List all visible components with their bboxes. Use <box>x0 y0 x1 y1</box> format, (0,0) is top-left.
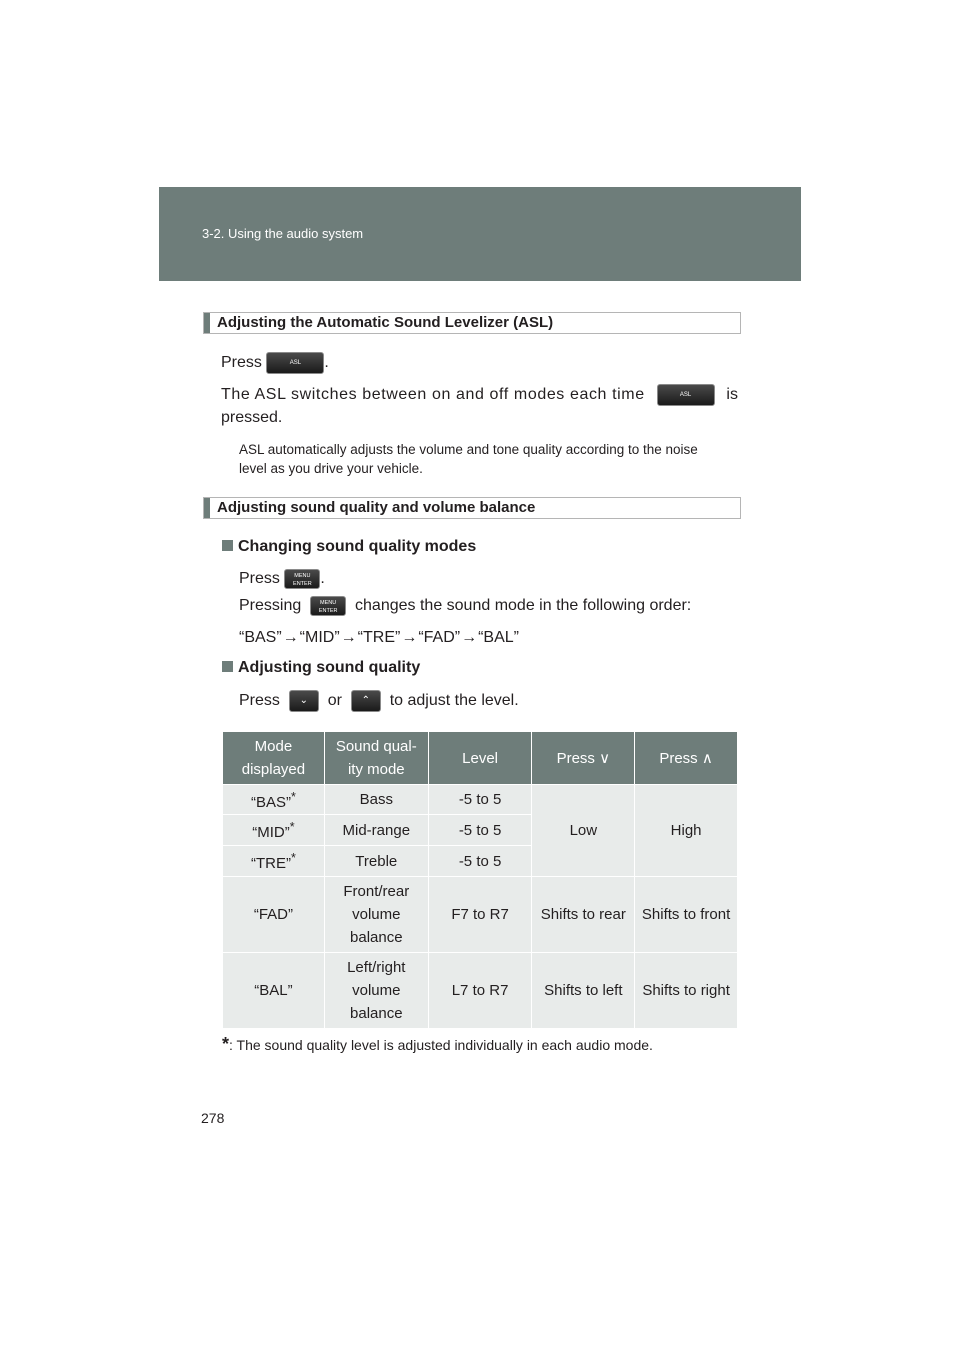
adjust-rest: to adjust the level. <box>389 692 519 709</box>
header-sound-quality <box>324 732 428 785</box>
mode-text: “TRE” <box>250 855 291 872</box>
header-sq-l1: Sound qual- <box>335 738 417 755</box>
q-line: volume <box>352 906 401 923</box>
q-line: Left/right <box>347 959 406 976</box>
menu-press-line <box>239 567 325 590</box>
cell-mode <box>223 846 325 877</box>
header-mode-l2: displayed <box>241 761 306 778</box>
cell-quality: Mid-range <box>324 815 428 846</box>
asl-button-icon-2: ASL <box>657 384 715 406</box>
table-row <box>223 953 738 1029</box>
header-sq-l2: ity mode <box>347 761 405 778</box>
down-button-icon: ⌄ <box>289 690 319 712</box>
order-bas: “BAS” <box>239 629 282 646</box>
menu-btn-l2b: ENTER <box>318 607 338 614</box>
arrow-icon: → <box>401 629 418 646</box>
quality-section-title: Adjusting sound quality and volume balance <box>217 499 536 516</box>
or-word: or <box>327 692 342 709</box>
heading-accent-2 <box>204 498 210 518</box>
cell-down: Shifts to rear <box>532 877 635 953</box>
cell-up: Shifts to right <box>635 953 738 1029</box>
footnote <box>222 1034 653 1055</box>
asl-note <box>239 440 698 478</box>
menu-btn-l1: MENU <box>294 572 311 579</box>
modes-subheading <box>222 538 476 556</box>
header-mode-l1: Mode <box>254 738 293 755</box>
cell-down: Shifts to left <box>532 953 635 1029</box>
press-word-2: Press <box>239 570 280 587</box>
arrow-icon: → <box>340 629 357 646</box>
table-row <box>223 877 738 953</box>
asl-section-heading <box>203 312 741 334</box>
menu-btn-l1b: MENU <box>320 599 337 606</box>
cell-level: -5 to 5 <box>428 785 532 815</box>
cell-level: F7 to R7 <box>428 877 532 953</box>
order-tre: “TRE” <box>357 629 401 646</box>
cell-low: Low <box>532 785 635 877</box>
cell-quality: Treble <box>324 846 428 877</box>
chapter-header <box>159 187 801 281</box>
asterisk: * <box>291 789 296 804</box>
menu-enter-button-icon-2 <box>310 596 346 616</box>
cell-mode <box>223 815 325 846</box>
heading-accent <box>204 313 210 333</box>
cell-level: L7 to R7 <box>428 953 532 1029</box>
cell-mode <box>223 785 325 815</box>
order-bal: “BAL” <box>478 629 519 646</box>
cell-high: High <box>635 785 738 877</box>
adjust-heading-text: Adjusting sound quality <box>238 659 421 676</box>
header-press-down: Press ∨ <box>532 732 635 785</box>
table-row <box>223 785 738 815</box>
switch-text-pressed: pressed. <box>221 409 283 426</box>
cell-quality: Bass <box>324 785 428 815</box>
asl-section-title: Adjusting the Automatic Sound Levelizer (ASL) <box>217 314 554 331</box>
mode-text: “BAS” <box>250 793 291 811</box>
mode-text: “MID” <box>252 824 290 841</box>
header-press-up: Press ∧ <box>635 732 738 785</box>
cell-level: -5 to 5 <box>428 846 532 877</box>
header-level: Level <box>428 732 532 785</box>
switch-text: The ASL switches between on and off modes each time <box>221 386 645 403</box>
cell-quality <box>324 953 428 1029</box>
asl-note-line1: ASL automatically adjusts the volume and tone quality according to the noise <box>239 442 698 457</box>
asl-note-line2: level as you drive your vehicle. <box>239 461 423 476</box>
page-number: 278 <box>201 1110 225 1126</box>
cell-quality <box>324 877 428 953</box>
order-mid: “MID” <box>299 629 340 646</box>
sound-quality-table <box>222 731 738 1029</box>
asterisk: * <box>290 851 296 865</box>
header-mode <box>223 732 325 785</box>
order-fad: “FAD” <box>418 629 461 646</box>
square-bullet-icon-2 <box>222 661 233 672</box>
mode-order-line <box>239 626 519 649</box>
square-bullet-icon <box>222 540 233 551</box>
period-2: . <box>320 570 325 587</box>
pressing-rest: changes the sound mode in the following order: <box>355 597 692 614</box>
cell-level: -5 to 5 <box>428 815 532 846</box>
press-word-3: Press <box>239 692 280 709</box>
press-word: Press <box>221 354 262 371</box>
modes-heading-text: Changing sound quality modes <box>238 538 477 555</box>
cell-mode: “FAD” <box>223 877 325 953</box>
up-button-icon: ⌃ <box>351 690 381 712</box>
cell-up: Shifts to front <box>635 877 738 953</box>
q-line: balance <box>350 929 403 946</box>
asterisk: * <box>289 820 295 834</box>
table-header-row <box>223 732 738 785</box>
cell-mode: “BAL” <box>223 953 325 1029</box>
chapter-title: 3-2. Using the audio system <box>202 226 364 241</box>
q-line: Front/rear <box>343 883 410 900</box>
pressing-word: Pressing <box>239 597 302 614</box>
period: . <box>324 354 329 371</box>
switch-text-is: is <box>726 386 738 403</box>
menu-enter-button-icon <box>284 569 320 589</box>
arrow-icon: → <box>461 629 478 646</box>
asl-switch-paragraph <box>221 383 738 429</box>
footnote-text: : The sound quality level is adjusted individually in each audio mode. <box>229 1037 653 1053</box>
q-line: volume <box>352 982 401 999</box>
adjust-subheading <box>222 659 420 677</box>
quality-section-heading <box>203 497 741 519</box>
adjust-press-line <box>239 689 519 712</box>
asl-press-line <box>221 351 329 374</box>
asl-button-icon: ASL <box>266 352 324 374</box>
pressing-line <box>239 594 691 617</box>
footnote-asterisk: * <box>222 1034 230 1054</box>
menu-btn-l2: ENTER <box>293 580 312 587</box>
q-line: balance <box>350 1005 403 1022</box>
arrow-icon: → <box>282 629 299 646</box>
